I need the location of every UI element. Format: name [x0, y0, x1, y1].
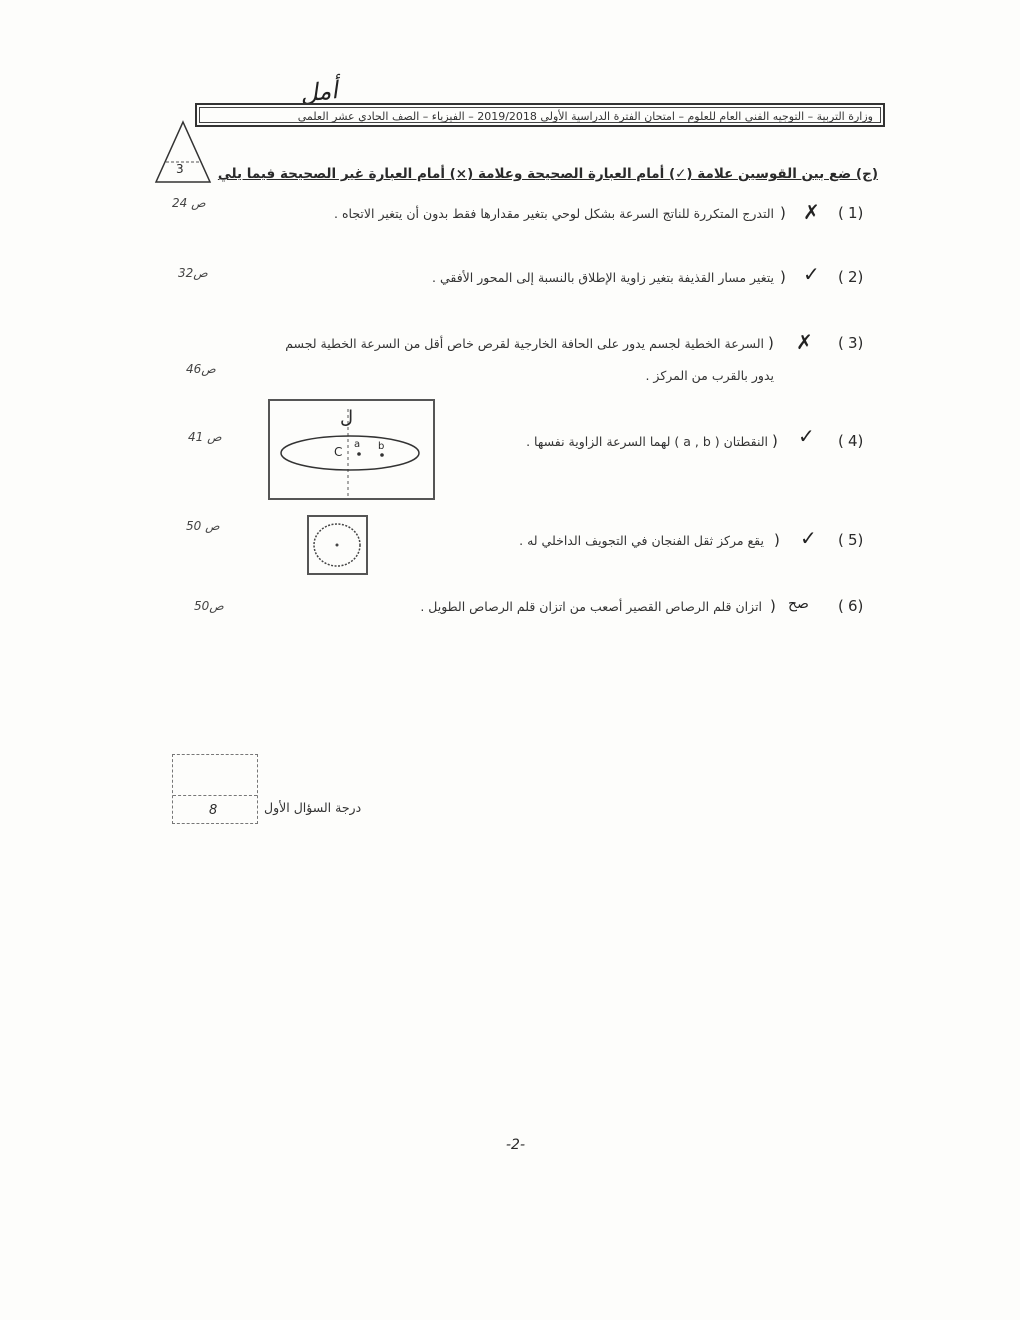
section-instruction: (ج) ضع بين القوسين علامة (✓) أمام العبارة الصحيحة وعلامة (×) أمام العبارة غير الصحيحة فيما يلي — [217, 166, 878, 182]
question-6-text: اتزان قلم الرصاص القصير أصعب من اتزان قلم الرصاص الطويل . — [420, 599, 762, 614]
paren-close: ) — [772, 432, 778, 450]
figure-label-b: b — [378, 441, 385, 452]
answer-mark-5[interactable]: ✓ — [800, 526, 817, 550]
question-3-number: 3) — [848, 334, 864, 352]
question-3-text-line2: يدور بالقرب من المركز . — [645, 368, 774, 383]
page-ref-3: ص46 — [186, 362, 216, 376]
handwritten-stamp: أمل — [298, 76, 340, 108]
paren-close: ) — [770, 597, 776, 615]
question-2-text: يتغير مسار القذيفة بتغير زاوية الإطلاق بالنسبة إلى المحور الأفقي . — [432, 270, 774, 285]
page-ref-4: ص 41 — [188, 430, 222, 444]
paren-close: ) — [780, 204, 786, 222]
paren-open: ( — [838, 432, 844, 450]
figure-label-top: ل — [340, 407, 354, 428]
question-1-number: 1) — [848, 204, 864, 222]
figure-label-a: a — [354, 439, 361, 450]
question-2-number: 2) — [848, 268, 864, 286]
answer-mark-2[interactable]: ✓ — [803, 262, 820, 286]
grade-value: 8 — [209, 803, 218, 818]
paren-close: ) — [768, 334, 774, 352]
grade-label: درجة السؤال الأول — [264, 800, 362, 815]
question-3-text-line1: السرعة الخطية لجسم يدور على الحافة الخارجية لقرص خاص أقل من السرعة الخطية لجسم — [285, 336, 764, 351]
paren-open: ( — [838, 268, 844, 286]
question-4-number: 4) — [848, 432, 864, 450]
question-4-text: النقطتان ( a , b ) لهما السرعة الزاوية نفسها . — [526, 434, 768, 449]
cup-figure — [307, 515, 368, 575]
paren-close: ) — [774, 531, 780, 549]
figure-label-c: C — [334, 445, 343, 459]
answer-mark-1[interactable]: ✗ — [803, 200, 820, 224]
paren-open: ( — [838, 334, 844, 352]
page-ref-2: ص32 — [178, 266, 208, 280]
answer-mark-4[interactable]: ✓ — [798, 424, 815, 448]
paren-open: ( — [838, 204, 844, 222]
question-6-number: 6) — [848, 597, 864, 615]
question-1-text: التدرج المتكررة للناتج السرعة بشكل لوحي بتغير مقدارها فقط بدون أن يتغير الاتجاه . — [334, 206, 774, 221]
paren-open: ( — [838, 531, 844, 549]
grade-divider — [173, 795, 257, 796]
section-score: 3 — [176, 162, 184, 176]
answer-mark-6[interactable]: صح — [788, 596, 809, 612]
paren-open: ( — [838, 597, 844, 615]
question-5-text: يقع مركز ثقل الفنجان في التجويف الداخلي له . — [519, 533, 764, 548]
paren-close: ) — [780, 268, 786, 286]
exam-header-bar: وزارة التربية – التوجيه الفني العام للعلوم – امتحان الفترة الدراسية الأولى 2019/2018 – الفيزياء – الصف الحادي عشر العلمي — [195, 103, 885, 127]
cup-diagram — [309, 517, 366, 573]
answer-mark-3[interactable]: ✗ — [796, 330, 813, 354]
page-ref-1: ص 24 — [172, 196, 206, 210]
page-ref-6: ص50 — [194, 599, 224, 613]
disc-figure — [268, 399, 435, 500]
page-ref-5: ص 50 — [186, 519, 220, 533]
grade-box — [172, 754, 258, 824]
question-5-number: 5) — [848, 531, 864, 549]
page-number: -2- — [506, 1137, 526, 1153]
